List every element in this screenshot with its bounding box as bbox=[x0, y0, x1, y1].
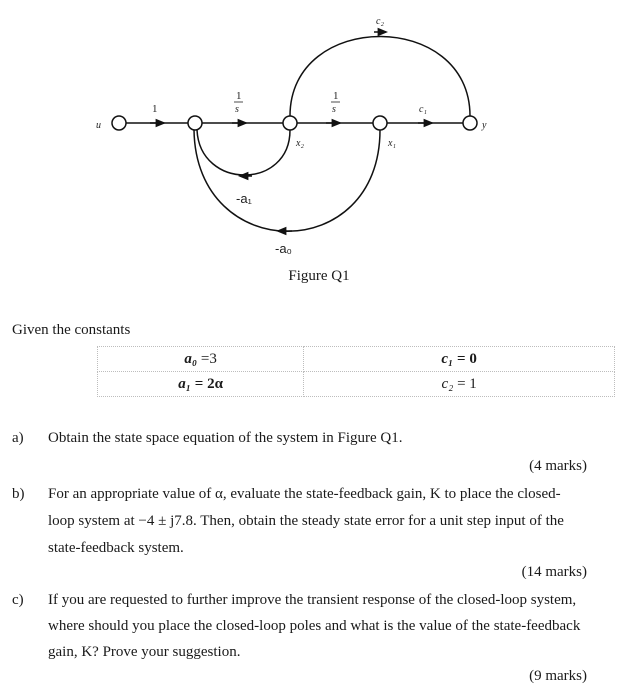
question-c-line1: If you are requested to further improve the transient response of the closed-loop system, bbox=[48, 592, 577, 608]
node-x2 bbox=[283, 116, 297, 130]
label-u: u bbox=[96, 120, 101, 131]
constant-a0: a₀ =3 bbox=[98, 347, 304, 372]
question-c-line3: gain, K? Prove your suggestion. bbox=[48, 644, 241, 660]
label-integrator-2-num: 1 bbox=[333, 90, 339, 102]
question-b-line2: loop system at −4 ± j7.8. Then, obtain the steady state error for a unit step input of the bbox=[48, 513, 564, 529]
label-feedback-a0: -a₀ bbox=[275, 241, 292, 256]
question-b-label: b) bbox=[12, 486, 25, 502]
node-x1 bbox=[373, 116, 387, 130]
branch-c2 bbox=[290, 37, 470, 117]
constants-row bbox=[98, 372, 615, 397]
node-output-y bbox=[463, 116, 477, 130]
question-b-marks: (14 marks) bbox=[521, 564, 587, 580]
label-gain-1: 1 bbox=[152, 103, 158, 115]
question-c-label: c) bbox=[12, 592, 24, 608]
node-summing bbox=[188, 116, 202, 130]
constant-a1: a₁ = 2α bbox=[98, 372, 304, 397]
label-integrator-2-den: s bbox=[332, 104, 336, 115]
question-c-line2: where should you place the closed-loop poles and what is the value of the state-feedback bbox=[48, 618, 581, 634]
constants-row bbox=[98, 347, 615, 372]
question-a-label: a) bbox=[12, 430, 24, 446]
label-c2: c₂ bbox=[376, 16, 384, 27]
label-c1: c₁ bbox=[419, 104, 427, 115]
question-a-text: Obtain the state space equation of the system in Figure Q1. bbox=[48, 430, 403, 446]
figure-caption: Figure Q1 bbox=[288, 268, 350, 284]
question-b-line1: For an appropriate value of α, evaluate the state-feedback gain, K to place the closed- bbox=[48, 486, 561, 502]
branch-feedback-a0 bbox=[194, 130, 380, 231]
label-integrator-1-num: 1 bbox=[236, 90, 242, 102]
branch-feedback-a1 bbox=[197, 130, 290, 175]
node-input-u bbox=[112, 116, 126, 130]
label-y: y bbox=[482, 120, 487, 131]
question-a-marks: (4 marks) bbox=[529, 458, 587, 474]
label-x1: x₁ bbox=[388, 138, 396, 149]
constants-table bbox=[97, 346, 615, 397]
given-intro: Given the constants bbox=[12, 322, 131, 338]
question-c-marks: (9 marks) bbox=[529, 668, 587, 684]
constant-c2: c₂ = 1 bbox=[304, 372, 615, 397]
question-b-line3: state-feedback system. bbox=[48, 540, 184, 556]
label-feedback-a1: -a₁ bbox=[236, 191, 252, 206]
label-x2: x₂ bbox=[296, 138, 304, 149]
label-integrator-1-den: s bbox=[235, 104, 239, 115]
signal-flow-graph bbox=[0, 0, 638, 300]
constant-c1: c₁ = 0 bbox=[304, 347, 615, 372]
